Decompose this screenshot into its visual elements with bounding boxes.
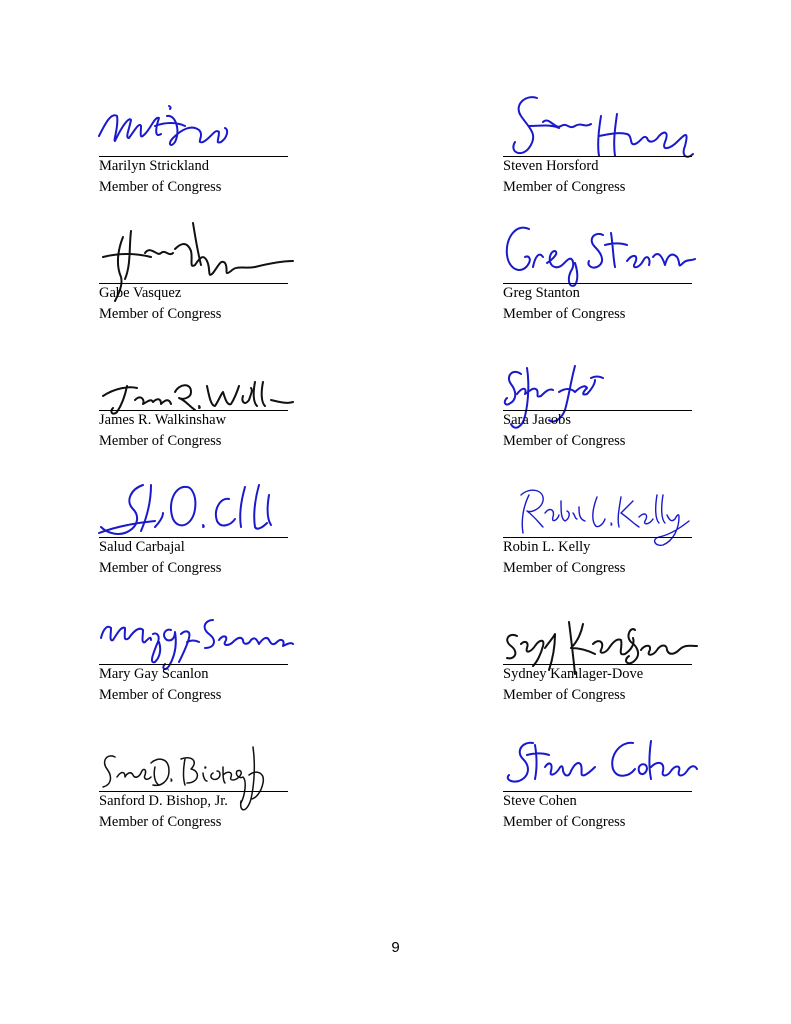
signatory-title: Member of Congress xyxy=(99,814,222,830)
signature-block-kelly xyxy=(503,467,693,577)
signatory-title: Member of Congress xyxy=(503,433,626,449)
signature-block-cohen xyxy=(503,721,693,831)
signature-line xyxy=(99,283,288,284)
signature-line xyxy=(503,283,692,284)
signatory-name: Steven Horsford xyxy=(503,158,599,174)
signature-line xyxy=(503,537,692,538)
signatory-name: James R. Walkinshaw xyxy=(99,412,227,428)
signatory-title: Member of Congress xyxy=(503,560,626,576)
signature-block-jacobs xyxy=(503,340,693,450)
page-number: 9 xyxy=(391,939,400,956)
signatory-name: Mary Gay Scanlon xyxy=(99,666,209,682)
signature-line xyxy=(99,156,288,157)
signature-line xyxy=(503,156,692,157)
signatory-title: Member of Congress xyxy=(503,179,626,195)
signatory-name: Steve Cohen xyxy=(503,793,577,809)
signatory-name: Gabe Vasquez xyxy=(99,285,182,301)
signature-block-bishop xyxy=(99,721,289,831)
signature-line xyxy=(99,537,288,538)
signatory-title: Member of Congress xyxy=(99,306,222,322)
signature-line xyxy=(503,410,692,411)
signatory-title: Member of Congress xyxy=(99,687,222,703)
signature-line xyxy=(503,664,692,665)
signature-block-strickland xyxy=(99,86,289,196)
signature-block-vasquez xyxy=(99,213,289,323)
signatory-title: Member of Congress xyxy=(99,179,222,195)
signature-block-walkinshaw xyxy=(99,340,289,450)
signatory-title: Member of Congress xyxy=(503,814,626,830)
signatory-name: Marilyn Strickland xyxy=(99,158,209,174)
signature-block-horsford xyxy=(503,86,693,196)
signatory-name: Sanford D. Bishop, Jr. xyxy=(99,793,228,809)
signature-block-scanlon xyxy=(99,594,289,704)
signature-line xyxy=(503,791,692,792)
signature-line xyxy=(99,664,288,665)
signatory-name: Greg Stanton xyxy=(503,285,580,301)
signatory-title: Member of Congress xyxy=(99,433,222,449)
signatory-title: Member of Congress xyxy=(503,687,626,703)
signatory-name: Sara Jacobs xyxy=(503,412,572,428)
signatory-title: Member of Congress xyxy=(503,306,626,322)
signature-block-stanton xyxy=(503,213,693,323)
signatory-name: Robin L. Kelly xyxy=(503,539,591,555)
signature-line xyxy=(99,410,288,411)
signatory-title: Member of Congress xyxy=(99,560,222,576)
signatory-name: Sydney Kamlager-Dove xyxy=(503,666,644,682)
signature-line xyxy=(99,791,288,792)
signature-block-carbajal xyxy=(99,467,289,577)
signatory-name: Salud Carbajal xyxy=(99,539,185,555)
signature-block-kamlager-dove xyxy=(503,594,693,704)
